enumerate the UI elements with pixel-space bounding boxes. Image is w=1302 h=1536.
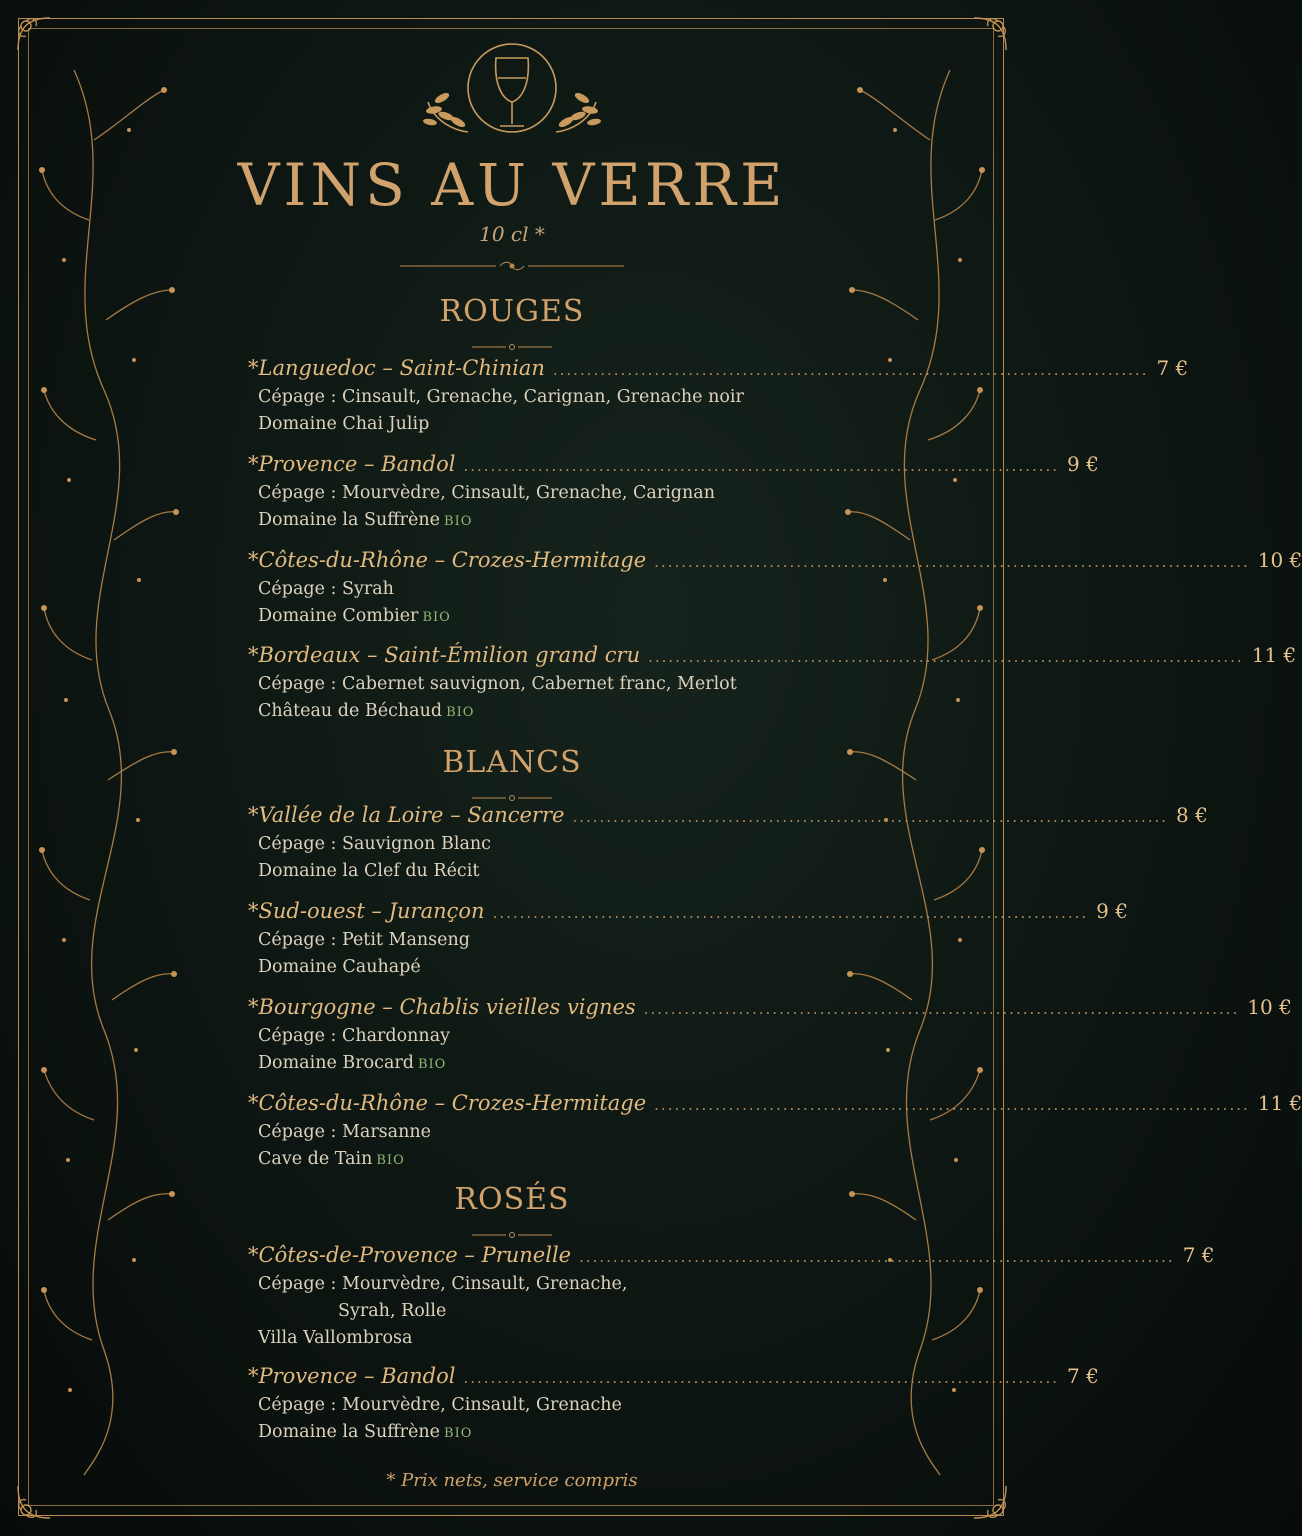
domaine-name: Villa Vallombrosa xyxy=(258,1328,413,1348)
section-title-blancs: BLANCS xyxy=(442,745,582,780)
wine-cepage: Cépage : Sauvignon Blanc xyxy=(258,834,491,854)
title-divider xyxy=(400,258,624,272)
wine-price: 7 € xyxy=(1067,1364,1099,1388)
wine-emblem xyxy=(412,40,612,140)
wine-price: 7 € xyxy=(1182,1243,1215,1267)
dot-leader: ........................................................................................ xyxy=(579,1248,1175,1266)
domaine-name: Domaine Cauhapé xyxy=(258,957,421,977)
dot-leader: ........................................................................................ xyxy=(643,1000,1240,1018)
bio-badge: BIO xyxy=(422,610,451,625)
domaine-name: Domaine Chai Julip xyxy=(258,414,430,434)
bio-badge: BIO xyxy=(417,1057,447,1072)
page-subtitle: 10 cl * xyxy=(479,222,545,246)
dot-leader: ........................................................................................ xyxy=(654,1096,1250,1114)
wine-price: 9 € xyxy=(1096,899,1128,923)
wine-name: *Provence – Bandol xyxy=(248,452,456,476)
wine-item xyxy=(248,1362,1099,1447)
wine-price: 11 € xyxy=(1251,643,1297,667)
dot-leader: ........................................................................................ xyxy=(572,808,1169,826)
corner-flourish-icon xyxy=(970,14,1010,54)
domaine-name: Cave de Tain xyxy=(258,1149,373,1169)
domaine-name: Domaine Combier xyxy=(258,606,419,626)
dot-leader: ........................................................................................ xyxy=(492,904,1089,922)
wine-cepage-continued: Syrah, Rolle xyxy=(338,1301,447,1321)
wine-cepage: Cépage : Cabernet sauvignon, Cabernet franc, Merlot xyxy=(258,674,737,694)
corner-flourish-icon xyxy=(14,14,54,54)
wine-domaine xyxy=(248,1419,770,1447)
dot-leader: ........................................................................................ xyxy=(463,1369,1060,1387)
wine-item xyxy=(248,354,1189,438)
dot-leader: ........................................................................................ xyxy=(654,553,1250,571)
domaine-name: Domaine la Clef du Récit xyxy=(258,861,480,881)
dot-leader: ........................................................................................ xyxy=(648,648,1244,666)
wine-item xyxy=(248,546,1302,631)
wine-name: *Sud-ouest – Jurançon xyxy=(248,899,485,923)
bio-badge: BIO xyxy=(444,514,473,529)
section-title-rouges: ROUGES xyxy=(439,294,585,329)
wine-cepage: Cépage : Petit Manseng xyxy=(258,930,470,950)
section-title-roses: ROSÉS xyxy=(454,1182,570,1217)
wine-item xyxy=(248,1089,1302,1174)
bio-badge: BIO xyxy=(446,705,475,720)
wine-item xyxy=(248,897,1128,981)
wine-cepage: Cépage : Mourvèdre, Cinsault, Grenache, Carignan xyxy=(258,483,715,503)
wine-name: *Vallée de la Loire – Sancerre xyxy=(248,803,565,827)
wine-item xyxy=(248,641,1297,726)
wine-domaine xyxy=(248,954,770,981)
wine-item xyxy=(248,801,1208,885)
wine-price: 9 € xyxy=(1067,452,1099,476)
wine-cepage: Cépage : Mourvèdre, Cinsault, Grenache, xyxy=(258,1274,628,1294)
wine-glass-icon xyxy=(496,58,529,126)
wine-domaine xyxy=(248,858,770,885)
wine-domaine xyxy=(248,1146,770,1174)
wine-price: 11 € xyxy=(1257,1091,1302,1115)
wine-domaine xyxy=(248,411,770,438)
section-divider xyxy=(472,1224,552,1232)
wine-name: *Bourgogne – Chablis vieilles vignes xyxy=(248,995,636,1019)
wine-name: *Provence – Bandol xyxy=(248,1364,456,1388)
wine-name: *Languedoc – Saint-Chinian xyxy=(248,356,545,380)
dot-leader: ........................................................................................ xyxy=(552,361,1149,379)
wine-domaine xyxy=(248,603,770,631)
wine-item xyxy=(248,1241,1215,1352)
wine-cepage: Cépage : Chardonnay xyxy=(258,1026,451,1046)
wine-name: *Côtes-de-Provence – Prunelle xyxy=(248,1243,572,1267)
domaine-name: Domaine la Suffrène xyxy=(258,1422,441,1442)
wine-price: 10 € xyxy=(1247,995,1292,1019)
section-divider xyxy=(472,336,552,344)
wine-domaine xyxy=(248,698,770,726)
wine-price: 10 € xyxy=(1257,548,1302,572)
wine-item xyxy=(248,993,1292,1078)
bio-badge: BIO xyxy=(444,1426,473,1441)
wine-name: *Côtes-du-Rhône – Crozes-Hermitage xyxy=(248,548,647,572)
wine-domaine xyxy=(248,507,770,535)
wine-item xyxy=(248,450,1099,535)
page-title: VINS AU VERRE xyxy=(237,151,787,219)
dot-leader: ........................................................................................ xyxy=(463,457,1060,475)
domaine-name: Domaine la Suffrène xyxy=(258,510,441,530)
wine-cepage: Cépage : Mourvèdre, Cinsault, Grenache xyxy=(258,1395,622,1415)
wine-name: *Bordeaux – Saint-Émilion grand cru xyxy=(248,643,641,667)
wine-domaine xyxy=(248,1050,770,1078)
bio-badge: BIO xyxy=(376,1153,405,1168)
domaine-name: Château de Béchaud xyxy=(258,701,443,721)
wine-cepage: Cépage : Cinsault, Grenache, Carignan, Grenache noir xyxy=(258,387,744,407)
wine-name: *Côtes-du-Rhône – Crozes-Hermitage xyxy=(248,1091,647,1115)
wine-price: 7 € xyxy=(1156,356,1189,380)
wine-price: 8 € xyxy=(1176,803,1208,827)
wine-cepage: Cépage : Syrah xyxy=(258,579,394,599)
wine-domaine xyxy=(248,1325,770,1352)
section-divider xyxy=(472,787,552,795)
domaine-name: Domaine Brocard xyxy=(258,1053,414,1073)
wine-cepage: Cépage : Marsanne xyxy=(258,1122,431,1142)
footnote: * Prix nets, service compris xyxy=(386,1470,638,1491)
